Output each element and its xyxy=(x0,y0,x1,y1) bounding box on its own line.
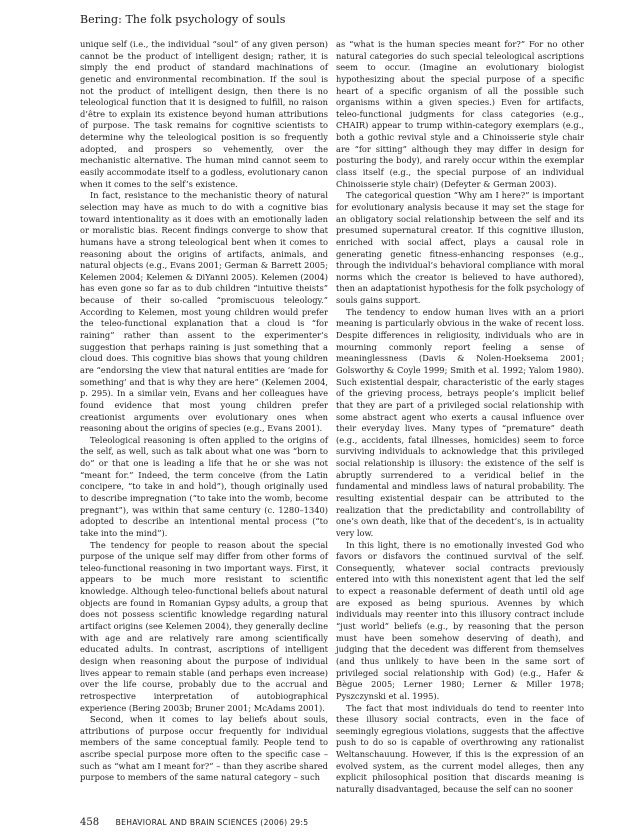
paragraph: In fact, resistance to the mechanistic theory of natural selection may have as much to do with a cognitive bias toward intentionality as it does with an emotionally laden or moralistic bias. Recent findings converge to show that humans have a strong teleological bent when it comes to reasoning about the origins of artifacts, animals, and natural objects (e.g., Evans 2001; German & Barrett 2005; Kelemen 2004; Kelemen & DiYanni 2005). Kelemen (2004) has even gone so far as to dub children “intuitive theists” because of their so-called “promiscuous teleology.” According to Kelemen, most young children would prefer the teleo-functional explanation that a cloud is “for raining” rather than assent to the experimenter’s suggestion that perhaps raining is just something that a cloud does. This cognitive bias shows that young children are “endorsing the view that natural entities are ‘made for something’ and that is why they are here” (Kelemen 2004, p. 295). In a similar vein, Evans and her colleagues have found evidence that most young children prefer creationist arguments over evolutionary ones when reasoning about the origins of species (e.g., Evans 2001). xyxy=(80,190,328,434)
paragraph: The tendency to endow human lives with an a priori meaning is particularly obvious in the wake of recent loss. Despite differences in religiosity, individuals who are in mourning commonly report feeling a sense of meaninglessness (Davis & Nolen-Hoeksema 2001; Golsworthy & Coyle 1999; Smith et al. 1992; Yalom 1980). Such existential despair, characteristic of the early stages of the grieving process, betrays people’s implicit belief that they are part of a privileged social relationship with some abstract agent who exerts a causal influence over their everyday lives. Many types of “premature” death (e.g., accidents, fatal illnesses, homicides) seem to force surviving individuals to acknowledge that this privileged social relationship is illusory: the existence of the self is abruptly surrendered to a veridical belief in the fundamental and mindless laws of natural probability. The resulting existential despair can be attributed to the realization that the predictability and controllability of one’s own death, like that of the decedent’s, is in actuality very low. xyxy=(336,306,584,538)
page-number: 458 xyxy=(80,817,100,828)
paragraph: Second, when it comes to lay beliefs about souls, attributions of purpose occur frequently for individual members of the same conceptual family. People tend to ascribe special purpose more often to the specific case – such as “what am I meant for?” – than they ascribe shared purpose to members of the same natural category – such xyxy=(80,714,328,783)
left-column xyxy=(80,39,328,784)
paragraph: The categorical question “Why am I here?” is important for evolutionary analysis because it may set the stage for an obligatory social relationship between the self and its presumed supernatural creator. If this cognitive illusion, enriched with social affect, plays a causal role in generating genetic fitness-enhancing responses (e.g., through the individual’s behavioral compliance with moral norms which the creator is believed to have authored), then an adaptationist hypothesis for the folk psychology of souls gains support. xyxy=(336,190,584,306)
paragraph: In this light, there is no emotionally invested God who favors or disfavors the continued survival of the self. Consequently, whatever social contracts previously entered into with this nonexistent agent that led the self to expect a reasonable deferment of death until old age are exposed as being spurious. Avennes by which individuals may reenter into this illusory contract include “just world” beliefs (e.g., by reasoning that the person must have been somehow deserving of death), and judging that the decedent was different from themselves (and thus unlikely to have been in the same sort of privileged social relationship with God) (e.g., Hafer & Bègue 2005; Lerner 1980; Lerner & Miller 1978; Pyszczynski et al. 1995). xyxy=(336,539,584,701)
right-column xyxy=(336,39,584,796)
running-head: Bering: The folk psychology of souls xyxy=(80,13,286,26)
page-footer xyxy=(80,817,308,828)
paragraph: as “what is the human species meant for?” For no other natural categories do such special teleological ascriptions seem to occur. (Imagine an evolutionary biologist hypothesizing about the special purpose of a specific heart of a specific organism of all the possible such organisms within a given species.) Even for artifacts, teleo-functional judgments for class categories (e.g., CHAIR) appear to trump within-category exemplars (e.g., both a gothic revival style and a Chinoisserie style chair are “for sitting” although they may differ in design for posturing the body), and rarely occur within the exemplar class itself (e.g., the special purpose of an individual Chinoisserie style chair) (Defeyter & German 2003). xyxy=(336,39,584,189)
paragraph: The fact that most individuals do tend to reenter into these illusory social contracts, even in the face of seemingly egregious violations, suggests that the affective push to do so is capable of overthrowing any rationalist Weltanschauung. However, if this is the expression of an evolved system, as the current model alleges, then any explicit philosophical position that discards meaning is naturally disadvantaged, because the self can no sooner xyxy=(336,702,584,794)
paragraph: Teleological reasoning is often applied to the origins of the self, as well, such as talk about what one was “born to do” or that one is leading a life that he or she was not “meant for.” Indeed, the term conceive (from the Latin concipere, “to take in and hold”), though originally used to describe impregnation (“to take into the womb, become pregnant”), was within that same century (c. 1280–1340) adopted to describe an intentional mental process (“to take into the mind”). xyxy=(80,434,328,538)
paragraph: The tendency for people to reason about the special purpose of the unique self may differ from other forms of teleo-functional reasoning in two important ways. First, it appears to be much more resistant to scientific knowledge. Although teleo-functional beliefs about natural objects are found in Romanian Gypsy adults, a group that does not possess scientific knowledge regarding natural artifact origins (see Kelemen 2004), they generally decline with age and are relatively rare among scientifically educated adults. In contrast, ascriptions of intelligent design when reasoning about the purpose of individual lives appear to remain stable (and perhaps even increase) over the life course, probably due to the accrual and retrospective interpretation of autobiographical experience (Bering 2003b; Bruner 2001; McAdams 2001). xyxy=(80,539,328,713)
paragraph: unique self (i.e., the individual “soul” of any given person) cannot be the product of intelligent design; rather, it is simply the end product of standard machinations of genetic and environmental recombination. If the soul is not the product of intelligent design, then there is no teleological function that it is designed to fulfill, no raison d’être to explain its existence beyond human attributions of purpose. The task remains for cognitive scientists to determine why the teleological position is so frequently adopted, and prospers so vehemently, over the mechanistic alternative. The human mind cannot seem to easily accommodate itself to a godless, evolutionary canon when it comes to the self’s existence. xyxy=(80,39,328,189)
journal-citation: BEHAVIORAL AND BRAIN SCIENCES (2006) 29:5 xyxy=(115,818,309,827)
